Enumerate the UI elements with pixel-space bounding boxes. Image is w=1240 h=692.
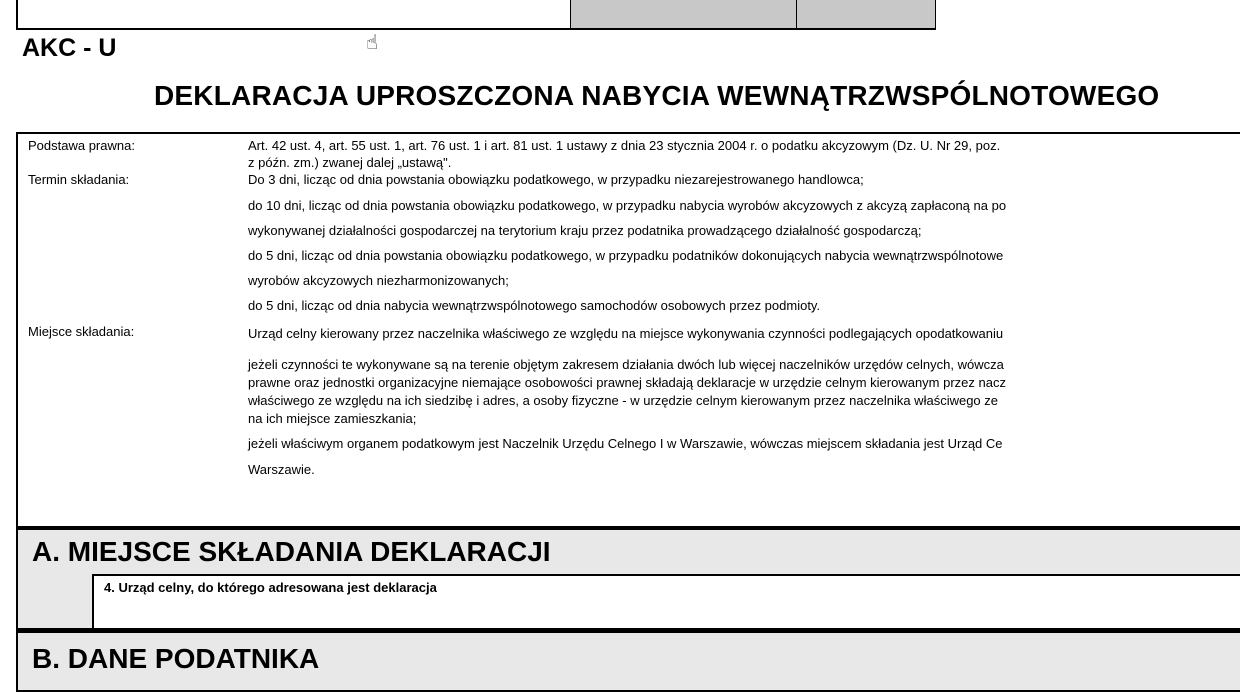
termin-line-1: Do 3 dni, licząc od dnia powstania obowiązku podatkowego, w przypadku niezarejestrowanego handlowca; bbox=[248, 172, 864, 187]
top-field-cell-gray-1[interactable] bbox=[570, 0, 797, 28]
termin-label: Termin składania: bbox=[28, 172, 130, 187]
section-a bbox=[16, 528, 1240, 632]
miejsce-line-3: prawne oraz jednostki organizacyjne niemające osobowości prawnej składają deklaracje w urzędzie celnym kierowanym przez nacz bbox=[248, 375, 1006, 390]
termin-line-3: wykonywanej działalności gospodarczej na terytorium kraju przez podatnika prowadzącego działalność gospodarczą; bbox=[248, 223, 922, 238]
section-b-title: B. DANE PODATNIKA bbox=[32, 643, 320, 674]
section-a-title: A. MIEJSCE SKŁADANIA DEKLARACJI bbox=[32, 536, 551, 567]
termin-line-5: wyrobów akcyzowych niezharmonizowanych; bbox=[248, 273, 509, 288]
section-b bbox=[16, 632, 1240, 692]
miejsce-line-6: jeżeli właściwym organem podatkowym jest Naczelnik Urzędu Celnego I w Warszawie, wówczas miejscem składania jest Urząd Ce bbox=[248, 436, 1003, 451]
hand-cursor-icon: ☝ bbox=[366, 32, 379, 54]
miejsce-line-7: Warszawie. bbox=[248, 462, 315, 477]
top-fields-box bbox=[16, 0, 936, 30]
podstawa-line-1: Art. 42 ust. 4, art. 55 ust. 1, art. 76 ust. 1 i art. 81 ust. 1 ustawy z dnia 23 stycznia 2004 r. o podatku akcyzowym (Dz. U. Nr 29, poz. bbox=[248, 138, 1001, 153]
miejsce-line-4: właściwego ze względu na ich siedzibę i adres, a osoby fizyczne - w urzędzie celnym kierowanym przez naczelnika właściwego ze bbox=[248, 393, 999, 408]
termin-line-4: do 5 dni, licząc od dnia powstania obowiązku podatkowego, w przypadku podatników dokonujących nabycia wewnątrzwspólnotowe bbox=[248, 248, 1004, 263]
podstawa-label: Podstawa prawna: bbox=[28, 138, 135, 153]
miejsce-line-5: na ich miejsce zamieszkania; bbox=[248, 411, 417, 426]
form-code: AKC - U bbox=[22, 34, 117, 62]
top-field-cell-gray-2[interactable] bbox=[796, 0, 935, 28]
customs-office-field-label: 4. Urząd celny, do którego adresowana jest deklaracja bbox=[104, 580, 437, 595]
termin-line-2: do 10 dni, licząc od dnia powstania obowiązku podatkowego, w przypadku nabycia wyrobów akcyzowych z akcyzą zapłaconą na po bbox=[248, 198, 1007, 213]
document-title: DEKLARACJA UPROSZCZONA NABYCIA WEWNĄTRZWSPÓLNOTOWEGO bbox=[154, 80, 1160, 111]
miejsce-line-1: Urząd celny kierowany przez naczelnika właściwego ze względu na miejsce wykonywania czynności podlegających opodatkowaniu bbox=[248, 326, 1004, 341]
miejsce-label: Miejsce składania: bbox=[28, 324, 135, 339]
termin-line-6: do 5 dni, licząc od dnia nabycia wewnątrzwspólnotowego samochodów osobowych przez podmioty. bbox=[248, 298, 821, 313]
legal-info-box bbox=[16, 132, 1240, 528]
podstawa-line-2: z późn. zm.) zwanej dalej „ustawą". bbox=[248, 155, 452, 170]
miejsce-line-2: jeżeli czynności te wykonywane są na terenie objętym zakresem działania dwóch lub więcej naczelników urzędów celnych, wówcza bbox=[248, 357, 1004, 372]
customs-office-field[interactable] bbox=[92, 574, 1240, 630]
